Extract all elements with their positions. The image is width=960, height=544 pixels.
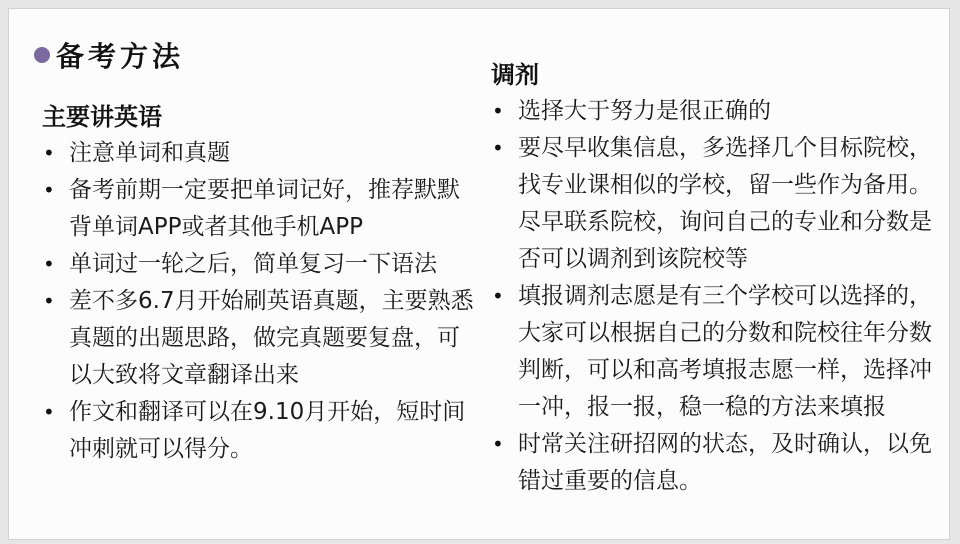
list-item <box>42 246 474 283</box>
left-bullet-list <box>42 135 474 468</box>
list-item <box>491 278 939 426</box>
bullet-dot-icon: • <box>43 178 55 202</box>
page-title: 备考方法 <box>56 40 185 73</box>
left-column <box>42 99 474 468</box>
bullet-dot-icon: • <box>492 432 504 456</box>
right-section-heading: 调剂 <box>491 61 539 89</box>
bullet-dot-icon: • <box>492 99 504 123</box>
list-item-text: 时常关注研招网的状态，及时确认，以免错过重要的信息。 <box>518 431 932 494</box>
bullet-dot-icon: • <box>43 289 55 313</box>
bullet-dot-icon: • <box>43 400 55 424</box>
left-section-heading: 主要讲英语 <box>42 103 162 131</box>
list-item <box>42 283 474 394</box>
list-item-text: 作文和翻译可以在9.10月开始，短时间冲刺就可以得分。 <box>69 399 466 462</box>
right-column <box>491 57 939 500</box>
list-item <box>491 130 939 278</box>
bullet-dot-icon: • <box>43 252 55 276</box>
list-item <box>491 93 939 130</box>
list-item <box>42 394 474 468</box>
slide <box>8 8 950 540</box>
right-bullet-list <box>491 93 939 500</box>
bullet-dot-icon: • <box>43 141 55 165</box>
list-item-text: 注意单词和真题 <box>69 140 230 166</box>
list-item-text: 填报调剂志愿是有三个学校可以选择的，大家可以根据自己的分数和院校往年分数判断，可以和高考填报志愿一样，选择冲一冲，报一报，稳一稳的方法来填报 <box>518 283 932 420</box>
list-item <box>42 135 474 172</box>
title-row <box>34 35 184 75</box>
list-item-text: 单词过一轮之后，简单复习一下语法 <box>69 251 437 277</box>
title-bullet-dot-icon <box>34 47 50 63</box>
list-item <box>42 172 474 246</box>
list-item-text: 要尽早收集信息，多选择几个目标院校，找专业课相似的学校，留一些作为备用。尽早联系院校，询问自己的专业和分数是否可以调剂到该院校等 <box>518 135 932 272</box>
list-item-text: 备考前期一定要把单词记好，推荐默默背单词APP或者其他手机APP <box>69 177 460 240</box>
list-item-text: 差不多6.7月开始刷英语真题，主要熟悉真题的出题思路，做完真题要复盘，可以大致将文章翻译出来 <box>69 288 474 388</box>
list-item <box>491 426 939 500</box>
list-item-text: 选择大于努力是很正确的 <box>518 98 771 124</box>
bullet-dot-icon: • <box>492 284 504 308</box>
bullet-dot-icon: • <box>492 136 504 160</box>
